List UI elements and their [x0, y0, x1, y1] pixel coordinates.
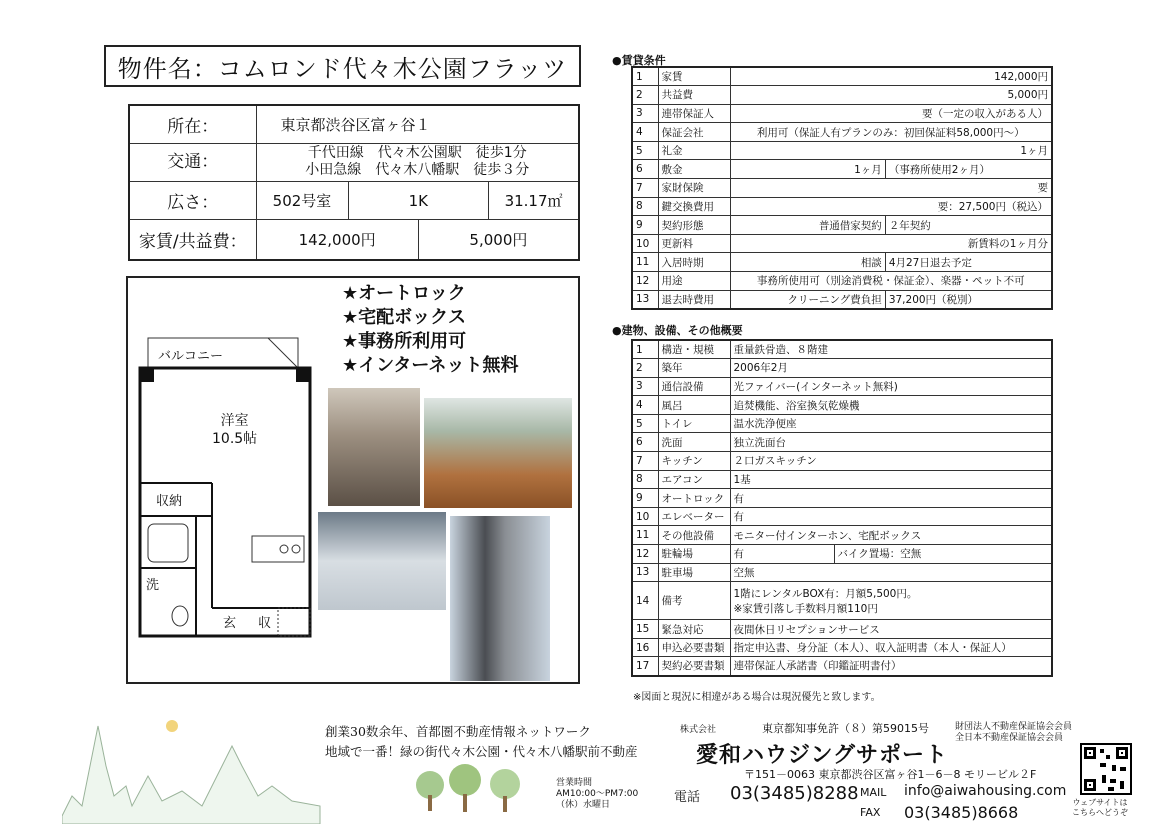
- row-label: 築年: [658, 359, 730, 378]
- condition-row: [632, 253, 1052, 272]
- holiday-value: （休）水曜日: [556, 800, 611, 810]
- transport-value: [256, 143, 579, 181]
- wash-label: 洗: [146, 578, 160, 593]
- facility-row: [632, 452, 1052, 471]
- fax-label: FAX: [860, 806, 881, 819]
- row-number: 6: [632, 160, 658, 179]
- facility-row: [632, 582, 1052, 620]
- hours-value: AM10:00～PM7:00: [556, 789, 639, 799]
- row-label: 家財保険: [658, 179, 730, 198]
- location-label: 所在：: [129, 105, 256, 143]
- row-value: 利用可（保証人有プランのみ：初回保証料58,000円～）: [730, 123, 1052, 142]
- condition-row: [632, 86, 1052, 105]
- row-label: 備考: [658, 582, 730, 620]
- condition-row: [632, 141, 1052, 160]
- row-label: 風呂: [658, 396, 730, 415]
- qr-caption-line-1: ウェブサイトは: [1072, 798, 1128, 807]
- row-number: 9: [632, 489, 658, 508]
- qr-caption: [1072, 798, 1128, 818]
- qr-code-pattern: [1082, 745, 1130, 793]
- row-number: 11: [632, 253, 658, 272]
- row-label: 敷金: [658, 160, 730, 179]
- row-extra: （事務所使用2ヶ月）: [885, 160, 1052, 179]
- row-number: 3: [632, 104, 658, 123]
- row-label: エレベーター: [658, 507, 730, 526]
- row-number: 13: [632, 563, 658, 582]
- transport-label: 交通：: [129, 143, 256, 181]
- entrance-label: 玄: [223, 616, 237, 631]
- mail-label: MAIL: [860, 786, 887, 799]
- facility-row: [632, 433, 1052, 452]
- row-label: 契約形態: [658, 216, 730, 235]
- row-value: 空無: [730, 563, 1052, 582]
- row-value: 指定申込書、身分証（本人）、収入証明書（本人・保証人）: [730, 638, 1052, 657]
- condition-row: [632, 160, 1052, 179]
- mail-address[interactable]: info@aiwahousing.com: [904, 783, 1067, 799]
- row-number: 2: [632, 86, 658, 105]
- row-label: 家賃: [658, 67, 730, 86]
- storage2-label: 収: [258, 616, 272, 631]
- row-number: 6: [632, 433, 658, 452]
- room-area: 31.17㎡: [489, 181, 579, 219]
- balcony-label: バルコニー: [158, 349, 224, 364]
- association-list: [955, 722, 1072, 744]
- facility-row: [632, 638, 1052, 657]
- row-value: 要：27,500円（税込）: [730, 197, 1052, 216]
- row-label: トイレ: [658, 414, 730, 433]
- row-value: 要（一定の収入がある人）: [730, 104, 1052, 123]
- row-label: キッチン: [658, 452, 730, 471]
- row-label: 連帯保証人: [658, 104, 730, 123]
- business-hours: [556, 778, 638, 811]
- company-name: 愛和ハウジングサポート: [696, 743, 949, 768]
- floorplan-panel: [126, 276, 580, 684]
- facility-row: [632, 507, 1052, 526]
- row-label: 洗面: [658, 433, 730, 452]
- row-number: 10: [632, 234, 658, 253]
- row-value: 独立洗面台: [730, 433, 1052, 452]
- row-extra: 4月27日退去予定: [885, 253, 1052, 272]
- condition-row: [632, 123, 1052, 142]
- row-value: 重量鉄骨造、８階建: [730, 340, 1052, 359]
- row-number: 12: [632, 545, 658, 564]
- row-number: 1: [632, 67, 658, 86]
- row-label: 通信設備: [658, 377, 730, 396]
- feature-item: ★事務所利用可: [342, 331, 467, 352]
- row-value: 温水洗浄便座: [730, 414, 1052, 433]
- room-label: [212, 412, 257, 448]
- row-number: 5: [632, 414, 658, 433]
- row-label: 退去時費用: [658, 290, 730, 309]
- building-photo: [450, 516, 550, 681]
- facility-row: [632, 377, 1052, 396]
- facility-row: [632, 489, 1052, 508]
- row-value: 事務所使用可（別途消費税・保証金）、楽器・ペット不可: [730, 272, 1052, 291]
- row-value: 要: [730, 179, 1052, 198]
- row-number: 9: [632, 216, 658, 235]
- kitchen-photo: [328, 388, 420, 506]
- room-number: 502号室: [256, 181, 348, 219]
- row-number: 3: [632, 377, 658, 396]
- facility-row: [632, 620, 1052, 639]
- row-label: オートロック: [658, 489, 730, 508]
- row-number: 4: [632, 396, 658, 415]
- facilities-heading: ●建物、設備、その他概要: [612, 324, 743, 337]
- facility-row: [632, 414, 1052, 433]
- condition-row: [632, 290, 1052, 309]
- row-value: ２口ガスキッチン: [730, 452, 1052, 471]
- facility-row: [632, 657, 1052, 676]
- condition-row: [632, 216, 1052, 235]
- row-label: 駐車場: [658, 563, 730, 582]
- facility-row: [632, 563, 1052, 582]
- row-number: 8: [632, 470, 658, 489]
- row-value: 有: [730, 507, 1052, 526]
- row-number: 13: [632, 290, 658, 309]
- transport-line-1: 千代田線 代々木公園駅 徒歩1分: [307, 145, 527, 162]
- row-value: 5,000円: [730, 86, 1052, 105]
- rent-value: 142,000円: [256, 220, 418, 260]
- conditions-heading: ●賃貸条件: [612, 54, 666, 67]
- row-value: クリーニング費負担: [730, 290, 885, 309]
- row-value: [730, 582, 1052, 620]
- row-extra: 37,200円（税別）: [885, 290, 1052, 309]
- facilities-table: [631, 339, 1053, 677]
- qr-caption-line-2: こちらへどうぞ: [1072, 808, 1128, 817]
- fax-number: 03(3485)8668: [904, 803, 1019, 822]
- row-number: 14: [632, 582, 658, 620]
- row-number: 17: [632, 657, 658, 676]
- rent-label: 家賃/共益費：: [129, 220, 256, 260]
- slogan-line-1: 創業30数余年、首都圏不動産情報ネットワーク: [325, 724, 591, 739]
- row-number: 7: [632, 179, 658, 198]
- row-value: 普通借家契約: [730, 216, 885, 235]
- row-label: 保証会社: [658, 123, 730, 142]
- row-label: その他設備: [658, 526, 730, 545]
- row-value: 新賃料の1ヶ月分: [730, 234, 1052, 253]
- condition-row: [632, 104, 1052, 123]
- association-1: 財団法人不動産保証協会会員: [955, 722, 1073, 732]
- room-layout: 1K: [348, 181, 489, 219]
- row-number: 10: [632, 507, 658, 526]
- disclaimer-note: ※図面と現況に相違がある場合は現況優先と致します。: [633, 692, 881, 703]
- row-number: 1: [632, 340, 658, 359]
- row-value-line-1: 1階にレンタルBOX有：月額5,500円。: [733, 587, 918, 600]
- row-value: 有: [730, 489, 1052, 508]
- row-number: 2: [632, 359, 658, 378]
- row-value: 有: [730, 545, 834, 564]
- feature-item: ★宅配ボックス: [342, 307, 466, 328]
- company-address: 〒151－0063 東京都渋谷区富ヶ谷1－6－8 モリービル２F: [744, 768, 1037, 781]
- association-2: 全日本不動産保証協会会員: [955, 733, 1064, 743]
- row-value: 光ファイバー(インターネット無料): [730, 377, 1052, 396]
- row-label: 入居時期: [658, 253, 730, 272]
- row-extra: バイク置場：空無: [834, 545, 1052, 564]
- feature-item: ★インターネット無料: [342, 355, 519, 376]
- row-extra: ２年契約: [885, 216, 1052, 235]
- row-label: 駐輪場: [658, 545, 730, 564]
- row-value: 142,000円: [730, 67, 1052, 86]
- facility-row: [632, 359, 1052, 378]
- row-label: 緊急対応: [658, 620, 730, 639]
- transport-line-2: 小田急線 代々木八幡駅 徒歩３分: [305, 162, 530, 179]
- facility-row: [632, 470, 1052, 489]
- row-label: 申込必要書類: [658, 638, 730, 657]
- row-value: 2006年2月: [730, 359, 1052, 378]
- facility-row: [632, 396, 1052, 415]
- row-number: 4: [632, 123, 658, 142]
- corp-prefix: 株式会社: [680, 725, 717, 735]
- cityscape-illustration: [62, 706, 322, 824]
- row-value: 1ヶ月: [730, 160, 885, 179]
- qr-code[interactable]: [1080, 743, 1132, 795]
- conditions-table: [631, 66, 1053, 310]
- row-value: 相談: [730, 253, 885, 272]
- row-label: 契約必要書類: [658, 657, 730, 676]
- condition-row: [632, 179, 1052, 198]
- condition-row: [632, 234, 1052, 253]
- row-value: 追焚機能、浴室換気乾燥機: [730, 396, 1052, 415]
- storage-label: 収納: [156, 494, 183, 509]
- facility-row: [632, 526, 1052, 545]
- row-number: 15: [632, 620, 658, 639]
- row-value-line-2: ※家賃引落し手数料月額110円: [733, 602, 878, 615]
- location-value: 東京都渋谷区富ヶ谷１: [256, 105, 579, 143]
- feature-item: ★オートロック: [342, 283, 466, 304]
- fee-value: 5,000円: [418, 220, 579, 260]
- row-value: 連帯保証人承諾書（印鑑証明書付）: [730, 657, 1052, 676]
- row-value: モニター付インターホン、宅配ボックス: [730, 526, 1052, 545]
- condition-row: [632, 272, 1052, 291]
- hours-label: 営業時間: [556, 778, 593, 788]
- condition-row: [632, 197, 1052, 216]
- row-number: 11: [632, 526, 658, 545]
- tel-label: 電話: [674, 790, 701, 805]
- license: 東京都知事免許（８）第59015号: [762, 722, 929, 735]
- tree-illustration: [410, 760, 540, 815]
- row-label: 用途: [658, 272, 730, 291]
- row-number: 7: [632, 452, 658, 471]
- row-number: 16: [632, 638, 658, 657]
- condition-row: [632, 67, 1052, 86]
- row-number: 5: [632, 141, 658, 160]
- tel-number[interactable]: 03(3485)8288: [730, 783, 859, 804]
- feature-list: [342, 282, 519, 378]
- facility-row: [632, 545, 1052, 564]
- row-value: 1ヶ月: [730, 141, 1052, 160]
- row-label: 共益費: [658, 86, 730, 105]
- property-info-table: [128, 104, 580, 261]
- room-name: 洋室: [220, 413, 249, 429]
- bathroom-photo: [318, 512, 446, 610]
- room-photo: [424, 398, 572, 508]
- row-label: 更新料: [658, 234, 730, 253]
- row-number: 12: [632, 272, 658, 291]
- row-label: 礼金: [658, 141, 730, 160]
- slogan: [325, 722, 638, 762]
- row-label: 構造・規模: [658, 340, 730, 359]
- row-value: 夜間休日リセプションサービス: [730, 620, 1052, 639]
- facility-row: [632, 340, 1052, 359]
- row-value: 1基: [730, 470, 1052, 489]
- size-label: 広さ：: [129, 181, 256, 219]
- row-number: 8: [632, 197, 658, 216]
- slogan-line-2: 地域で一番！緑の街代々木公園・代々木八幡駅前不動産: [325, 744, 638, 759]
- row-label: エアコン: [658, 470, 730, 489]
- property-title: 物件名：コムロンド代々木公園フラッツ: [104, 45, 581, 87]
- room-size: 10.5帖: [212, 431, 258, 447]
- row-label: 鍵交換費用: [658, 197, 730, 216]
